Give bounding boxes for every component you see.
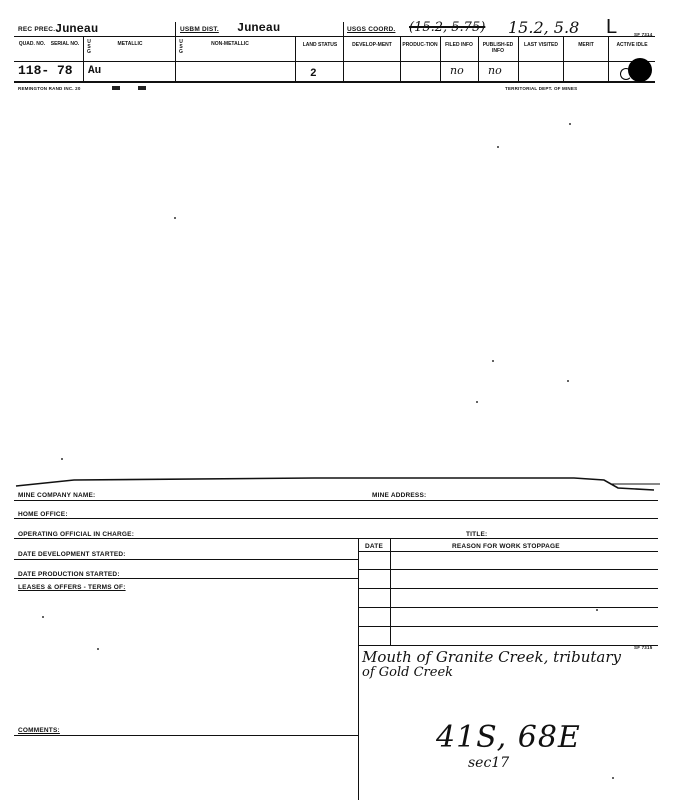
usbm-dist-value: Juneau bbox=[237, 21, 281, 35]
nonmetallic-label: NON-METALLIC bbox=[211, 41, 249, 47]
active-idle-label: ACTIVE IDLE bbox=[616, 42, 648, 48]
dept-credit: TERRITORIAL DEPT. OF MINES bbox=[505, 86, 578, 91]
punch-hole bbox=[628, 58, 652, 82]
land-status-label: LAND STATUS bbox=[302, 42, 338, 48]
quad-serial-value: 118- 78 bbox=[18, 63, 73, 78]
bottom-rule bbox=[14, 81, 655, 83]
rec-prec-value: Juneau bbox=[55, 22, 99, 36]
date-development-label: DATE DEVELOPMENT STARTED: bbox=[18, 551, 126, 558]
quad-no-label: QUAD. NO. bbox=[18, 41, 46, 47]
card-edge bbox=[14, 474, 662, 496]
usg-nonmetallic-label: U S G bbox=[179, 39, 183, 55]
filed-info-value: no bbox=[450, 64, 464, 77]
metallic-value: Au bbox=[88, 65, 102, 77]
development-label: DEVELOP-MENT bbox=[352, 42, 392, 48]
section-note: sec17 bbox=[468, 755, 510, 771]
form-number: SF 7314 bbox=[634, 32, 653, 37]
comments-label: COMMENTS: bbox=[18, 727, 60, 734]
land-status-value: 2 bbox=[310, 68, 317, 80]
filed-info-label: FILED INFO bbox=[445, 42, 473, 48]
leases-label: LEASES & OFFERS - TERMS OF: bbox=[18, 584, 126, 591]
location-note-line2: of Gold Creek bbox=[362, 665, 454, 680]
usgs-coord-value: 15.2, 5.8 bbox=[508, 18, 580, 37]
form-number-2: SF 7315 bbox=[634, 645, 653, 650]
township-range-note: 41S, 68E bbox=[436, 720, 581, 755]
title-label: TITLE: bbox=[466, 531, 488, 538]
published-info-label: PUBLISH-ED INFO bbox=[482, 42, 514, 54]
last-visited-label: LAST VISITED bbox=[524, 42, 558, 48]
usg-metallic-label: U S G bbox=[87, 39, 91, 55]
location-note-line1: Mouth of Granite Creek, tributary bbox=[362, 648, 621, 666]
serial-no-label: SERIAL NO. bbox=[50, 41, 80, 47]
usgs-coord-struck: (15.2, 5.75) bbox=[409, 20, 486, 35]
printer-credit: REMINGTON RAND INC. 20 bbox=[18, 86, 81, 91]
rec-prec-label: REC PREC. bbox=[18, 26, 56, 33]
stoppage-date-header: DATE bbox=[365, 543, 384, 550]
merit-label: MERIT bbox=[578, 42, 594, 48]
operating-official-label: OPERATING OFFICIAL IN CHARGE: bbox=[18, 531, 135, 538]
punch-hole-edge bbox=[620, 68, 632, 80]
mine-company-name-label: MINE COMPANY NAME: bbox=[18, 492, 96, 499]
stoppage-reason-header: REASON FOR WORK STOPPAGE bbox=[452, 543, 560, 550]
corner-mark: L bbox=[606, 16, 618, 38]
row-rule bbox=[14, 61, 655, 62]
mine-address-label: MINE ADDRESS: bbox=[372, 492, 427, 499]
production-label: PRODUC-TION bbox=[402, 42, 438, 48]
home-office-label: HOME OFFICE: bbox=[18, 511, 68, 518]
date-production-label: DATE PRODUCTION STARTED: bbox=[18, 571, 120, 578]
published-info-value: no bbox=[488, 64, 502, 77]
metallic-label: METALLIC bbox=[117, 41, 143, 47]
usgs-coord-label: USGS COORD. bbox=[347, 26, 396, 33]
usbm-dist-label: USBM DIST. bbox=[180, 26, 219, 33]
